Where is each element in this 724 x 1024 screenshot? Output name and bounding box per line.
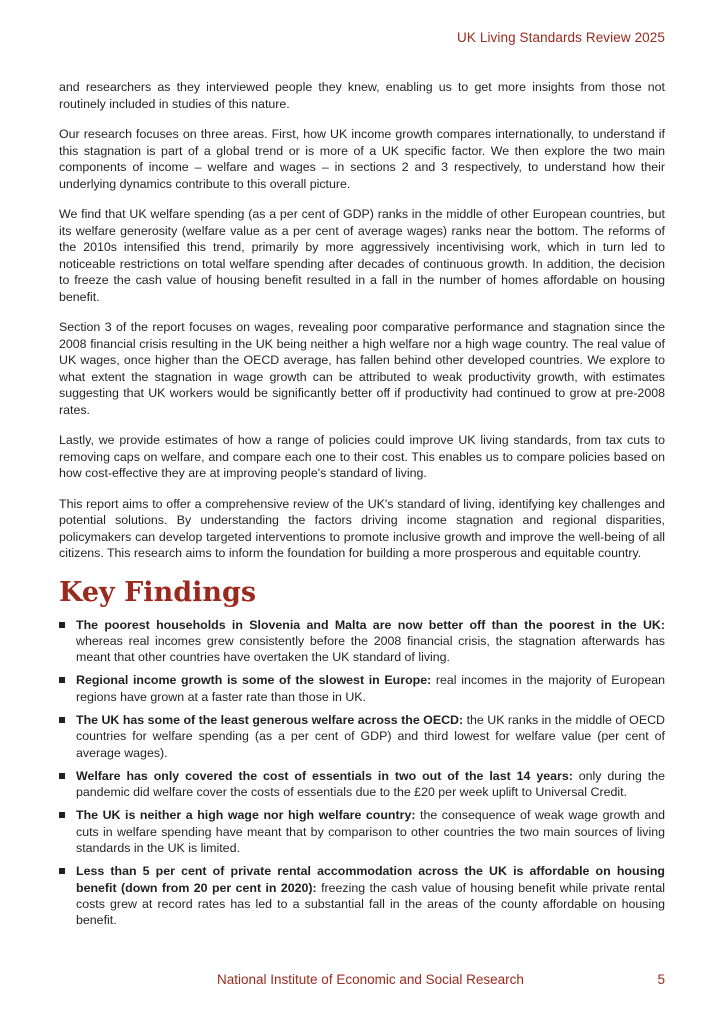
square-bullet-icon — [59, 622, 65, 628]
square-bullet-icon — [59, 717, 65, 723]
finding-text: the UK ranks in the middle of OECD countries for welfare spending (as a per cent of GDP) and third lowest for welfare value (per cent of average wages). — [76, 712, 665, 760]
finding-text: freezing the cash value of housing benefit while private rental costs grew at record rates has led to a substantial fall in the areas of the county affordable on housing benefit. — [76, 880, 665, 928]
running-header: UK Living Standards Review 2025 — [457, 30, 665, 45]
finding-item — [59, 807, 665, 856]
finding-item — [59, 768, 665, 801]
finding-lead: The UK has some of the least generous welfare across the OECD: — [76, 712, 464, 727]
key-findings-list — [59, 617, 665, 929]
finding-lead: The UK is neither a high wage nor high welfare country: — [76, 808, 416, 823]
finding-item — [59, 712, 665, 761]
page-number: 5 — [657, 972, 665, 987]
finding-text: the consequence of weak wage growth and cuts in welfare spending have meant that by comparison to other countries the two main sources of living standards in the UK is limited. — [76, 808, 665, 856]
body-paragraph: We find that UK welfare spending (as a per cent of GDP) ranks in the middle of other European countries, but its welfare generosity (welfare value as a per cent of average wages) ranks near the bottom. The reforms of the 2010s intensified this trend, primarily by more aggressively incentivising work, which in turn led to noticeable restrictions on total welfare spending after decades of continuous growth. In addition, the decision to freeze the cash value of housing benefit resulted in a fall in the number of homes affordable on housing benefit. — [59, 207, 665, 304]
finding-item — [59, 617, 665, 666]
body-paragraph: This report aims to offer a comprehensive review of the UK's standard of living, identifying key challenges and potential solutions. By understanding the factors driving income stagnation and regional disparities, policymakers can develop targeted interventions to promote inclusive growth and improve the well-being of all citizens. This research aims to inform the foundation for building a more prosperous and equitable country. — [59, 496, 665, 560]
finding-lead: Regional income growth is some of the slowest in Europe: — [76, 673, 432, 688]
body-paragraph: and researchers as they interviewed people they knew, enabling us to get more insights from those not routinely included in studies of this nature. — [59, 80, 665, 111]
finding-text: real incomes in the majority of European regions have grown at a faster rate than those in UK. — [76, 673, 665, 704]
finding-lead: Less than 5 per cent of private rental accommodation across the UK is affordable on housing benefit (down from 20 per cent in 2020): — [76, 864, 665, 895]
square-bullet-icon — [59, 812, 65, 818]
finding-item — [59, 863, 665, 928]
body-paragraph: Section 3 of the report focuses on wages, revealing poor comparative performance and stagnation since the 2008 financial crisis resulting in the UK being neither a high welfare nor a high wage country. The real value of UK wages, once higher than the OECD average, has fallen behind other developed countries. We explore to what extent the stagnation in wage growth can be attributed to weak productivity growth, with estimates suggesting that UK workers would be significantly better off if productivity had continued to grow at pre-2008 rates. — [59, 320, 665, 417]
key-findings-heading: Key Findings — [59, 576, 257, 608]
square-bullet-icon — [59, 773, 65, 779]
finding-text: only during the pandemic did welfare cover the costs of essentials due to the £20 per week uplift to Universal Credit. — [76, 768, 665, 800]
square-bullet-icon — [59, 868, 65, 874]
square-bullet-icon — [59, 677, 65, 683]
finding-lead: Welfare has only covered the cost of essentials in two out of the last 14 years: — [76, 768, 573, 783]
finding-text: whereas real incomes grew consistently before the 2008 financial crisis, the stagnation afterwards has meant that other countries have overtaken the UK standard of living. — [76, 633, 665, 665]
page-content — [59, 79, 665, 936]
body-paragraph: Our research focuses on three areas. First, how UK income growth compares internationally, to understand if this stagnation is part of a global trend or is more of a UK specific factor. We then explore the two main components of income – welfare and wages – in sections 2 and 3 respectively, to understand how their underlying dynamics contribute to this overall picture. — [59, 127, 665, 191]
finding-item — [59, 672, 665, 705]
footer-organisation: National Institute of Economic and Social Research — [217, 972, 524, 987]
body-paragraph: Lastly, we provide estimates of how a range of policies could improve UK living standards, from tax cuts to removing caps on welfare, and compare each one to their cost. This enables us to compare policies based on how cost-effective they are at improving people's standard of living. — [59, 433, 665, 480]
finding-lead: The poorest households in Slovenia and Malta are now better off than the poorest in the UK: — [76, 617, 665, 632]
